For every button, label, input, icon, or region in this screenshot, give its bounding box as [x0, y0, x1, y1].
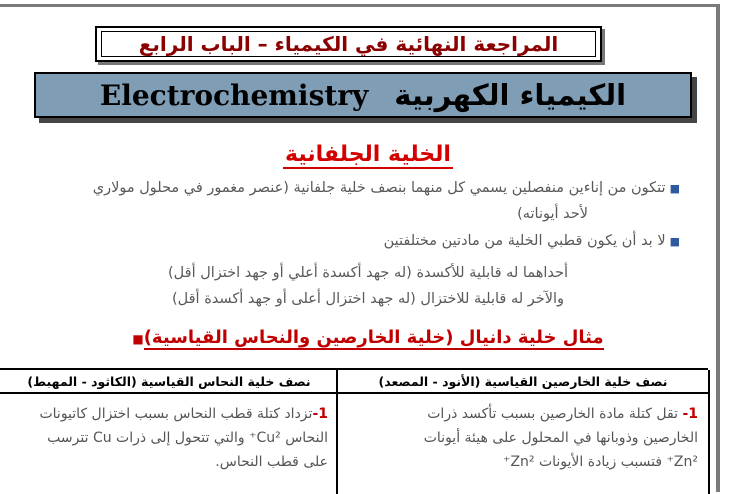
zinc-line-1 [344, 402, 698, 426]
copper-line-3: على قطب النحاس. [215, 454, 328, 470]
zinc-item-number: 1- [682, 406, 698, 422]
review-title: المراجعة النهائية في الكيمياء – الباب الرابع [101, 31, 596, 57]
bullet-marker-icon: ■ [669, 182, 680, 195]
copper-item-number: 1- [312, 406, 328, 422]
zinc-column-header: نصف خلية الخارصين القياسية (الأنود - المصعد) [338, 370, 708, 394]
zinc-line-2: الخارصين وذوبانها في المحلول على هيئة أيونات [423, 430, 698, 446]
copper-half-cell-column [0, 370, 338, 494]
copper-line-2: النحاس Cu²⁺ والتي تتحول إلى ذرات Cu تترسب [47, 430, 328, 446]
half-cells-table [0, 368, 708, 494]
bullet-marker-icon: ■ [669, 235, 680, 248]
zinc-half-cell-column [336, 370, 710, 494]
sub-point-1: أحداهما له قابلية للأكسدة (له جهد أكسدة أعلي أو جهد اختزال أقل) [168, 265, 568, 281]
section-title: الخلية الجلفانية [285, 142, 451, 167]
bullet-2 [384, 233, 680, 249]
sub-point-2: والآخر له قابلية للاختزال (له جهد اختزال أعلى أو جهد أكسدة أقل) [171, 291, 565, 307]
bullet-2-line-1: لا بد أن يكون قطبي الخلية من مادتين مختلفتين [383, 233, 666, 249]
review-title-box [95, 26, 602, 62]
main-title-en: Electrochemistry [99, 78, 369, 112]
bullet-1 [93, 180, 680, 196]
bullet-1-continuation [517, 206, 588, 222]
example-bullet-icon: ■ [132, 332, 144, 346]
copper-line-1 [6, 402, 328, 426]
copper-line-1-text: تزداد كتلة قطب النحاس بسبب اختزال كاتيونات [39, 406, 313, 422]
copper-column-text [6, 402, 328, 474]
main-title-banner [34, 72, 692, 118]
page-top-border [0, 4, 720, 7]
bullet-1-line-2: لأحد أيوناته) [517, 206, 588, 222]
zinc-line-1-text: تقل كتلة مادة الخارصين بسبب تأكسد ذرات [427, 406, 678, 422]
main-title-ar: الكيمياء الكهربية [394, 78, 627, 112]
copper-column-header: نصف خلية النحاس القياسية (الكاثود - المهبط) [0, 370, 338, 394]
bullet-1-line-1: تتكون من إناءين منفصلين يسمي كل منهما بنصف خلية جلفانية (عنصر مغمور في محلول مولاري [92, 180, 666, 196]
example-title: مثال خلية دانيال (خلية الخارصين والنحاس القياسية) [143, 327, 604, 348]
page-right-border [716, 4, 720, 492]
example-heading [0, 327, 736, 348]
section-heading [0, 142, 736, 167]
zinc-column-text [344, 402, 698, 474]
zinc-line-3: Zn²⁺ فتسبب زيادة الأيونات Zn²⁺ [503, 454, 698, 470]
